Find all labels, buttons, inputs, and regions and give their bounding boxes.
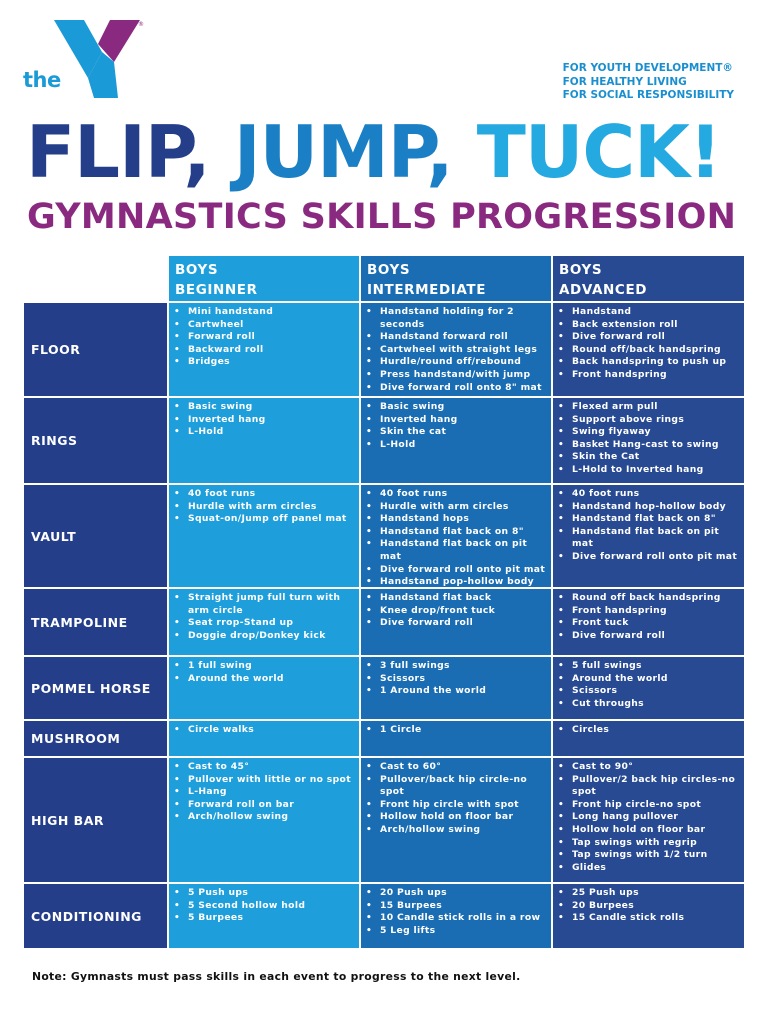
skill-item: • Straight jump full turn with arm circle bbox=[174, 592, 357, 617]
footnote: Note: Gymnasts must pass skills in each event to progress to the next level. bbox=[32, 970, 521, 983]
logo-word: the bbox=[23, 68, 61, 92]
skill-item: • 5 Leg lifts bbox=[366, 925, 549, 938]
skill-item: • L-Hold bbox=[366, 439, 549, 452]
skill-item: • Handstand flat back on pit mat bbox=[558, 526, 742, 551]
skill-item: • Dive forward roll onto pit mat bbox=[558, 551, 742, 564]
skills-cell-intermediate bbox=[360, 656, 552, 720]
skill-item: • Round off/back handspring bbox=[558, 344, 742, 357]
skills-cell-advanced bbox=[552, 720, 745, 757]
skill-item: • Handstand pop-hollow body bbox=[366, 576, 549, 589]
skill-item: • Dive forward roll bbox=[558, 331, 742, 344]
skill-list bbox=[366, 488, 549, 589]
tagline-line: FOR YOUTH DEVELOPMENT® bbox=[562, 62, 733, 74]
skills-cell-advanced bbox=[552, 484, 745, 588]
column-header-line: BEGINNER bbox=[175, 282, 258, 298]
skill-item: • Circles bbox=[558, 724, 742, 737]
skill-list bbox=[174, 401, 357, 439]
skill-item: • 5 Second hollow hold bbox=[174, 900, 357, 913]
skills-cell-beginner bbox=[168, 302, 360, 397]
skill-item: • Handstand hop-hollow body bbox=[558, 501, 742, 514]
skill-item: • L-Hold to Inverted hang bbox=[558, 464, 742, 477]
skill-list bbox=[558, 592, 742, 642]
skill-item: • Knee drop/front tuck bbox=[366, 605, 549, 618]
skill-list bbox=[558, 887, 742, 925]
skills-cell-intermediate bbox=[360, 720, 552, 757]
skills-cell-beginner bbox=[168, 720, 360, 757]
ymca-y-icon bbox=[52, 16, 144, 102]
event-name: POMMEL HORSE bbox=[23, 656, 168, 720]
skill-item: • Scissors bbox=[366, 673, 549, 686]
skill-list bbox=[558, 488, 742, 564]
column-header-line: ADVANCED bbox=[559, 282, 648, 298]
skill-item: • 25 Push ups bbox=[558, 887, 742, 900]
column-header-intermediate bbox=[360, 255, 552, 302]
skill-item: • Handstand flat back on pit mat bbox=[366, 538, 549, 563]
skill-item: • Cast to 90° bbox=[558, 761, 742, 774]
skill-item: • 5 full swings bbox=[558, 660, 742, 673]
skill-item: • Back handspring to push up bbox=[558, 356, 742, 369]
skill-item: • Hollow hold on floor bar bbox=[558, 824, 742, 837]
skill-item: • Front tuck bbox=[558, 617, 742, 630]
skill-item: • Pullover/2 back hip circles-no spot bbox=[558, 774, 742, 799]
title-word: TUCK! bbox=[476, 110, 721, 194]
skill-item: • 1 Around the world bbox=[366, 685, 549, 698]
skill-item: • Long hang pullover bbox=[558, 811, 742, 824]
skill-item: • Handstand flat back on 8" bbox=[558, 513, 742, 526]
skill-item: • Swing flyaway bbox=[558, 426, 742, 439]
skill-item: • Forward roll on bar bbox=[174, 799, 357, 812]
page-subtitle: GYMNASTICS SKILLS PROGRESSION bbox=[27, 197, 737, 237]
skill-item: • Round off back handspring bbox=[558, 592, 742, 605]
skill-item: • Tap swings with 1/2 turn bbox=[558, 849, 742, 862]
skill-item: • 40 foot runs bbox=[558, 488, 742, 501]
skills-cell-beginner bbox=[168, 397, 360, 484]
skills-table bbox=[23, 255, 745, 952]
svg-text:®: ® bbox=[138, 21, 144, 28]
skill-item: • 1 full swing bbox=[174, 660, 357, 673]
skill-item: • Hurdle/round off/rebound bbox=[366, 356, 549, 369]
skill-item: • Around the world bbox=[174, 673, 357, 686]
table-corner bbox=[23, 255, 168, 302]
skill-item: • Doggie drop/Donkey kick bbox=[174, 630, 357, 643]
skill-list bbox=[174, 660, 357, 685]
skill-item: • Basket Hang-cast to swing bbox=[558, 439, 742, 452]
skill-item: • Tap swings with regrip bbox=[558, 837, 742, 850]
skill-item: • Handstand hops bbox=[366, 513, 549, 526]
skill-list bbox=[366, 761, 549, 837]
skill-item: • Seat rrop-Stand up bbox=[174, 617, 357, 630]
skill-item: • Handstand flat back on 8" bbox=[366, 526, 549, 539]
skills-cell-advanced bbox=[552, 302, 745, 397]
skill-item: • Bridges bbox=[174, 356, 357, 369]
skill-list bbox=[558, 306, 742, 382]
skill-item: • Back extension roll bbox=[558, 319, 742, 332]
skill-item: • 5 Burpees bbox=[174, 912, 357, 925]
skill-item: • Handstand holding for 2 seconds bbox=[366, 306, 549, 331]
skill-item: • Front handspring bbox=[558, 369, 742, 382]
skill-item: • 5 Push ups bbox=[174, 887, 357, 900]
skills-cell-beginner bbox=[168, 883, 360, 949]
skill-item: • Front hip circle-no spot bbox=[558, 799, 742, 812]
skills-cell-advanced bbox=[552, 588, 745, 656]
skill-item: • Squat-on/Jump off panel mat bbox=[174, 513, 357, 526]
skills-cell-beginner bbox=[168, 757, 360, 883]
skill-item: • Arch/hollow swing bbox=[366, 824, 549, 837]
skill-item: • Basic swing bbox=[174, 401, 357, 414]
skill-item: • 40 foot runs bbox=[366, 488, 549, 501]
skills-cell-beginner bbox=[168, 484, 360, 588]
skill-item: • Cartwheel with straight legs bbox=[366, 344, 549, 357]
skill-list bbox=[174, 306, 357, 369]
skill-item: • Handstand bbox=[558, 306, 742, 319]
skill-item: • 3 full swings bbox=[366, 660, 549, 673]
event-name: MUSHROOM bbox=[23, 720, 168, 757]
page-title bbox=[26, 112, 721, 192]
title-word: JUMP, bbox=[233, 110, 453, 194]
skill-item: • Handstand forward roll bbox=[366, 331, 549, 344]
skill-list bbox=[366, 306, 549, 394]
skill-list bbox=[174, 761, 357, 824]
skill-list bbox=[366, 401, 549, 451]
skill-list bbox=[366, 724, 549, 737]
skill-item: • 20 Push ups bbox=[366, 887, 549, 900]
skills-cell-advanced bbox=[552, 883, 745, 949]
column-header-line: BOYS bbox=[559, 262, 603, 278]
skill-item: • Scissors bbox=[558, 685, 742, 698]
skills-cell-advanced bbox=[552, 757, 745, 883]
skill-item: • Cast to 60° bbox=[366, 761, 549, 774]
skill-item: • Dive forward roll onto pit mat bbox=[366, 564, 549, 577]
skill-item: • Pullover with little or no spot bbox=[174, 774, 357, 787]
skill-item: • Skin the Cat bbox=[558, 451, 742, 464]
skill-item: • Press handstand/with jump bbox=[366, 369, 549, 382]
skill-item: • Front handspring bbox=[558, 605, 742, 618]
column-header-line: BOYS bbox=[367, 262, 411, 278]
skill-item: • Around the world bbox=[558, 673, 742, 686]
skill-item: • Backward roll bbox=[174, 344, 357, 357]
skill-list bbox=[366, 592, 549, 630]
skill-item: • Dive forward roll onto 8" mat bbox=[366, 382, 549, 395]
skill-item: • Dive forward roll bbox=[558, 630, 742, 643]
event-name: VAULT bbox=[23, 484, 168, 588]
event-name: CONDITIONING bbox=[23, 883, 168, 949]
logo-brand: YMCA bbox=[116, 67, 136, 91]
skill-item: • Hurdle with arm circles bbox=[366, 501, 549, 514]
skill-list bbox=[558, 660, 742, 710]
skill-item: • Pullover/back hip circle-no spot bbox=[366, 774, 549, 799]
skills-cell-intermediate bbox=[360, 883, 552, 949]
skill-item: • Support above rings bbox=[558, 414, 742, 427]
event-name: HIGH BAR bbox=[23, 757, 168, 883]
tagline-line: FOR HEALTHY LIVING bbox=[562, 75, 687, 88]
skills-cell-beginner bbox=[168, 656, 360, 720]
event-name: TRAMPOLINE bbox=[23, 588, 168, 656]
skill-list bbox=[174, 592, 357, 642]
skills-cell-intermediate bbox=[360, 588, 552, 656]
skills-cell-intermediate bbox=[360, 757, 552, 883]
column-header-line: INTERMEDIATE bbox=[367, 282, 487, 298]
skill-item: • 40 foot runs bbox=[174, 488, 357, 501]
skill-item: • 15 Burpees bbox=[366, 900, 549, 913]
skill-item: • Cartwheel bbox=[174, 319, 357, 332]
skill-item: • Skin the cat bbox=[366, 426, 549, 439]
skill-item: • 1 Circle bbox=[366, 724, 549, 737]
skill-list bbox=[366, 660, 549, 698]
skills-cell-beginner bbox=[168, 588, 360, 656]
skill-item: • L-Hang bbox=[174, 786, 357, 799]
skill-item: • 20 Burpees bbox=[558, 900, 742, 913]
skill-item: • Glides bbox=[558, 862, 742, 875]
skill-list bbox=[366, 887, 549, 937]
skills-cell-advanced bbox=[552, 656, 745, 720]
skill-item: • Flexed arm pull bbox=[558, 401, 742, 414]
skill-item: • 10 Candle stick rolls in a row bbox=[366, 912, 549, 925]
skill-list bbox=[174, 887, 357, 925]
skill-item: • Basic swing bbox=[366, 401, 549, 414]
skill-item: • Hurdle with arm circles bbox=[174, 501, 357, 514]
skill-item: • Dive forward roll bbox=[366, 617, 549, 630]
title-word: FLIP, bbox=[26, 110, 210, 194]
column-header-line: BOYS bbox=[175, 262, 219, 278]
skill-item: • Hollow hold on floor bar bbox=[366, 811, 549, 824]
column-header-advanced bbox=[552, 255, 745, 302]
skill-item: • Forward roll bbox=[174, 331, 357, 344]
skill-list bbox=[174, 488, 357, 526]
skills-cell-advanced bbox=[552, 397, 745, 484]
skill-item: • Inverted hang bbox=[366, 414, 549, 427]
skill-item: • Inverted hang bbox=[174, 414, 357, 427]
skills-cell-intermediate bbox=[360, 302, 552, 397]
skill-item: • Cut throughs bbox=[558, 698, 742, 711]
skill-item: • Cast to 45° bbox=[174, 761, 357, 774]
skill-list bbox=[558, 724, 742, 737]
skills-cell-intermediate bbox=[360, 484, 552, 588]
skill-item: • Handstand flat back bbox=[366, 592, 549, 605]
skill-item: • Front hip circle with spot bbox=[366, 799, 549, 812]
skill-item: • Arch/hollow swing bbox=[174, 811, 357, 824]
event-name: FLOOR bbox=[23, 302, 168, 397]
skill-list bbox=[558, 401, 742, 477]
ymca-logo bbox=[22, 16, 144, 102]
skill-list bbox=[558, 761, 742, 874]
skill-list bbox=[174, 724, 357, 737]
skills-cell-intermediate bbox=[360, 397, 552, 484]
tagline-line: FOR SOCIAL RESPONSIBILITY bbox=[562, 89, 734, 101]
skill-item: • Mini handstand bbox=[174, 306, 357, 319]
skill-item: • L-Hold bbox=[174, 426, 357, 439]
column-header-beginner bbox=[168, 255, 360, 302]
tagline bbox=[563, 62, 734, 103]
skill-item: • 15 Candle stick rolls bbox=[558, 912, 742, 925]
event-name: RINGS bbox=[23, 397, 168, 484]
skill-item: • Circle walks bbox=[174, 724, 357, 737]
